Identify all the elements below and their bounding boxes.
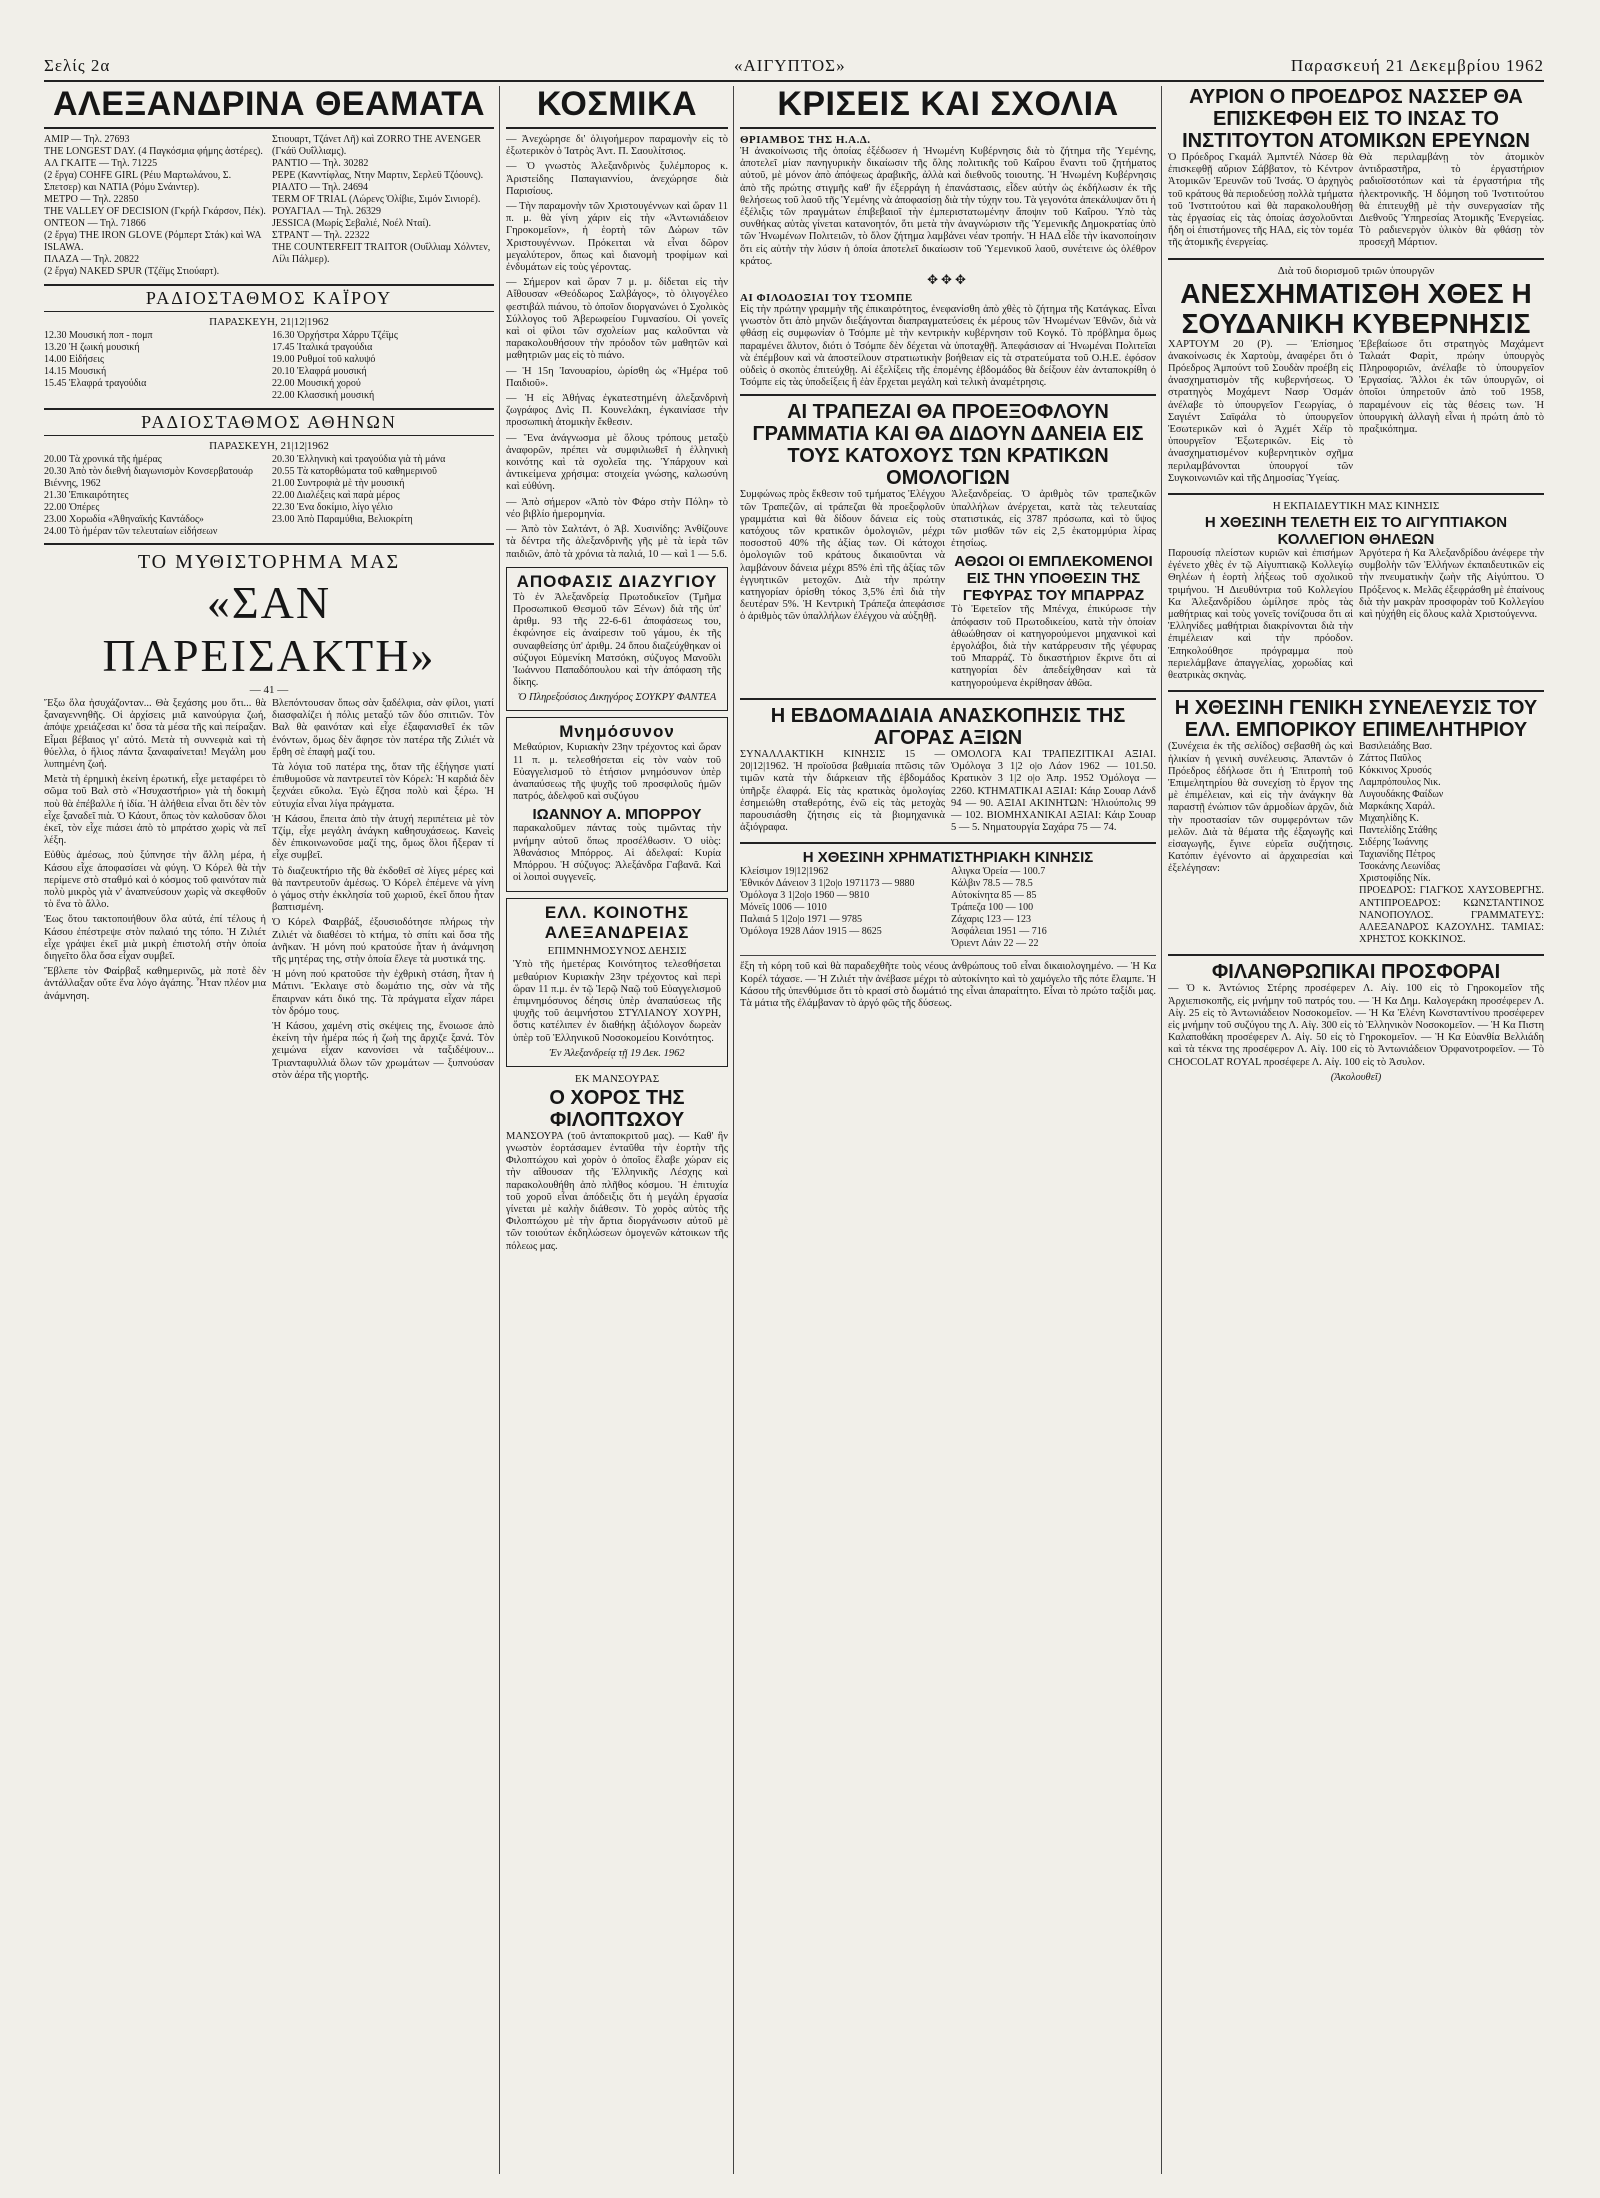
radio-athens-heading: ΡΑΔΙΟΣΤΑΘΜΟΣ ΑΘΗΝΩΝ — [44, 408, 494, 436]
paragraph: Εὐθὺς ἀμέσως, ποὺ ξύπνησε τὴν ἄλλη μέρα, ἡ Κάσου εἶχε ἀποφασίσει νὰ φύγη. Ὁ Κόρελ θὰ τὴν περίμενε στὸ σταθμό καὶ ὁ κόσμος τοῦ φαινόταν πιὰ πολὺ μικρὸς γιὰ ν' ἀναπνεύσουν χωρὶς νὰ σκεφθοῦν τὸ ἕνα τὸ ἄλλο. — [44, 850, 266, 911]
tshombe-text: Εἰς τὴν πρώτην γραμμὴν τῆς ἐπικαιρότητος, ἐνεφανίσθη ἀπὸ χθὲς τὸ ζήτημα τῆς Κατάγκας. Εἶναι γνωστὸν ὅτι ἀπὸ μηνῶν διεξάγονται διαπραγματεύσεις ἐκ μέρους τῶν Ἡνωμένων Ἐθνῶν, διὰ νὰ φθάσῃ εἰς συμφωνίαν ὁ Τσόμπε μὲ τὴν κεντρικὴν κυβέρνησιν τοῦ Κογκό. Τὸ πρόβλημα ὅμως παραμένει ἄλυτον, διότι ὁ Τσόμπε δὲν δέχεται νὰ ὑποταχθῇ. Ἀπεφάσισαν αἱ Ἡνωμέναι Πολιτεῖαι νὰ ἐπέμβουν καὶ νὰ ἀποστείλουν στρατιωτικὴν βοήθειαν εἰς τὰ στρατεύματα τοῦ Ο.Η.Ε. ἐφόσον οὐδεὶς ὁ σκοπὸς ἐπιτεύχθῃ. Αἱ ἐξελίξεις τῆς ἐπομένης ἑβδομάδος θὰ δείξουν ἐὰν ἀνταποκρίθη ὁ Τσόμπε εἰς τὰς ὑποδείξεις ἢ ἐὰν ἔρχεται μεγάλη καὶ τελικὴ ἀναμέτρησις. — [740, 304, 1156, 389]
list-line: THE LONGEST DAY. (4 Παγκόσμια φήμης ἀστέρες). — [44, 146, 263, 157]
list-line: JESSICA (Μωρίς Σεβαλιέ, Νοέλ Νταί). — [272, 218, 431, 229]
column-society — [506, 86, 728, 2174]
paragraph: — Ὁ γνωστὸς Ἀλεξανδρινὸς ξυλέμπορος κ. Ἀριστείδης Παπαγιαννίου, ἀνεχώρησε διὰ Παρισίους. — [506, 161, 728, 197]
novel-part: — 41 — — [249, 684, 289, 696]
banks-headline: ΑΙ ΤΡΑΠΕΖΑΙ ΘΑ ΠΡΟΕΞΟΦΛΟΥΝ ΓΡΑΜΜΑΤΙΑ ΚΑΙ ΘΑ ΔΙΔΟΥΝ ΔΑΝΕΙΑ ΕΙΣ ΤΟΥΣ ΚΑΤΟΧΟΥΣ ΤΩΝ ΚΡΑΤΙΚΩΝ ΟΜΟΛΟΓΙΩΝ — [752, 401, 1144, 490]
chamber-board-list — [1359, 741, 1544, 885]
barrage-headline: ΑΘΩΟΙ ΟΙ ΕΜΠΛΕΚΟΜΕΝΟΙ ΕΙΣ ΤΗΝ ΥΠΟΘΕΣΙΝ ΤΗΣ ΓΕΦΥΡΑΣ ΤΟΥ ΜΠΑΡΡΑΖ — [954, 553, 1153, 605]
cinema-listings — [44, 134, 494, 278]
market-headline: Η ΕΒΔΟΜΑΔΙΑΙΑ ΑΝΑΣΚΟΠΗΣΙΣ ΤΗΣ ΑΓΟΡΑΣ ΑΞΙΩΝ — [770, 704, 1126, 749]
paragraph: Ἡ Κάσου, χαμένη στὶς σκέψεις της, ἔνοιωσε ἀπὸ ἐκείνη τὴν ἡμέρα πώς ἡ ζωὴ της ἄρχιζε ξανά. Τὸν χειμώνα εἶχαν κανονίσει νὰ ταξιδέψουν... Τριανταφυλλιά ὅλων τῶν χρωμάτων — ξυπνούσαν στὸν ἀέρα τῆς γιορτῆς. — [272, 1021, 494, 1081]
list-line: Χριστοφίδης Νίκ. — [1359, 873, 1431, 885]
list-line: 20.30 Ἀπὸ τὸν διεθνή διαγωνισμὸν Κονσερβατουάρ Βιέννης, 1962 — [44, 466, 253, 489]
community-text: Ὑπὸ τῆς ἡμετέρας Κοινότητος τελεσθήσεται μεθαύριον Κυριακὴν 23ην τρέχοντος καὶ περὶ ὥραν 11 π.μ. ἐν τῷ Ἱερῷ Ναῷ τοῦ Εὐαγγελισμοῦ ἐπιμνημόσυνος δέησις ὑπὲρ ἀναπαύσεως τῆς ψυχῆς τοῦ ἀειμνήστου ΣΤΥΛΙΑΝΟΥ ΧΟΥΡΗ, ὅστις κατέλιπεν ἐν διαθήκῃ ἀξιόλογον δωρεὰν ὑπὲρ τοῦ Ἑλληνικοῦ Νοσοκομείου Κοινότητος. — [513, 959, 721, 1044]
market-article — [740, 749, 1156, 837]
society-notes — [506, 134, 728, 561]
uar-triumph-text: Ἡ ἀνακοίνωσις τῆς ὁποίας ἐξέδωσεν ἡ Ἡνωμένη Κυβέρνησις διὰ τὸ ζήτημα τῆς Ὑεμένης, ἀποτελεῖ μίαν πανηγυρικὴν δικαίωσιν τῆς ὅλης πολιτικῆς τοῦ Καΐρου ἔναντι τοῦ ζητήματος αὐτοῦ, μὲ μόνον ἀπὸ ἀπόψεως ἀραβικῆς, ἀλλὰ καὶ διεθνοῦς τοιουτης. Ἡ Ἡνωμένη Κυβέρνησις ἀπὸ τῆς πρώτης στιγμῆς καθ' ἣν ἐξερράγη ἡ ἐπανάστασις, εἶδεν αὐτὴν ὡς ἐκδήλωσιν ἐκ τῆς θελήσεως τοῦ λαοῦ τῆς Ὑεμένης νὰ ἀποφασίσῃ διὰ τὴν τύχην του. Τὰ γεγονότα ἀπεκάλυψαν ὅτι ἡ ἐξέλιξις τῶν πραγμάτων ἐπιβεβαιοῖ τὴν ἐμπεριστατωμένην ἄποψιν τοῦ Καΐρου. Ὑπὸ τὰς συνθήκας αὐτὰς γίνεται κατανοητόν, ὅτι μετὰ τὴν ἀναγνώρισιν τῆς Ὑεμενικῆς Δημοκρατίας ὑπὸ τῶν Ἡνωμένων Πολιτειῶν, τὸ ὅλον ζήτημα λαμβάνει νέαν τροπήν. Ἡ ΗΑΔ εἶδε τὴν ἱκανοποίησιν ὅτι εἰς αὐτὴν τὴν λύσιν ἡ ὁποία ἀποτελεῖ δικαίωσιν τοῦ Ὑεμενικοῦ λαοῦ, συνέτεινε ὡς ὀλέθρον κράτος. — [740, 146, 1156, 267]
list-line: ΡΙΑΛΤΟ — Τηλ. 24694 — [272, 182, 369, 193]
list-line: 20.55 Τὰ κατορθώματα τοῦ καθημερινοῦ — [272, 466, 437, 477]
community-date: Ἐν Ἀλεξανδρείᾳ τῇ 19 Δεκ. 1962 — [549, 1047, 685, 1059]
nasser-text: Ὁ Πρόεδρος Γκαμάλ Ἀμπντέλ Νάσερ θὰ ἐπισκεφθῇ αὔριον Σάββατον, τὸ Κέντρον Ἀτομικῶν Ἐρευνῶν τοῦ Ἰνσάς. Ὁ ἀρχηγὸς τοῦ κράτους θὰ περιοδεύσῃ πολλὰ τμήματα τοῦ Ἰνστιτούτου καὶ θὰ παρακολουθήσῃ τὰς ἐργασίας εἰς τὰς ὁποίας ἀσχολοῦνται ἤδη οἱ ἐπιστήμονες τῆς ΗΑΔ, εἰς τὸν τομέα τῆς ἀτομικῆς ἐνεργείας. — [1168, 152, 1353, 249]
list-line: Κόκκινος Χρυσός — [1359, 765, 1432, 777]
paragraph: Τὸ διαζευκτήριο τῆς θὰ ἐκδοθεῖ σὲ λίγες μέρες καὶ θὰ παντρευτοῦν ἀμέσως. Ὁ Κόρελ ἐπέμενε νὰ γίνη ὁ γάμος στὴν ἐκκλησία τοῦ χωριοῦ, ἐκεῖ ὅπου ἦταν βαπτισμένη. — [272, 865, 494, 914]
list-line: 20.30 Ἑλληνικὴ καὶ τραγούδια γιὰ τὴ μάνα — [272, 454, 446, 465]
radio-athens-schedule — [44, 454, 494, 538]
list-line: 19.00 Ρυθμοί τοῦ καλυψό — [272, 354, 376, 365]
sudan-headline: ΑΝΕΣΧΗΜΑΤΙΣΘΗ ΧΘΕΣ Η ΣΟΥΔΑΝΙΚΗ ΚΥΒΕΡΝΗΣΙΣ — [1180, 277, 1532, 339]
list-line: Μιχαηλίδης Κ. — [1359, 813, 1419, 825]
list-line: THE VALLEY OF DECISION (Γκρήλ Γκάρσον, Πέκ). — [44, 206, 266, 217]
divorce-signature: Ὁ Πληρεξούσιος Δικηγόρος ΣΟΥΚΡΥ ΦΑΝΤΕΑ — [517, 692, 717, 704]
exchange-table — [740, 866, 1156, 950]
list-line: Παντελίδης Στάθης — [1359, 825, 1438, 837]
novel-title: «ΣΑΝ ΠΑΡΕΙΣΑΚΤΗ» — [102, 577, 436, 681]
radio-cairo-schedule — [44, 330, 494, 402]
divorce-text: Τὸ ἐν Ἀλεξανδρείᾳ Πρωτοδικεῖον (Τμῆμα Προσωπικοῦ Θεσμοῦ τῶν Ξένων) διὰ τῆς ὑπ' ἀριθμ. 93 τῆς 22-6-61 ἀποφάσεως του, ἐκφώνησε εἰς ἀναίρεσιν τοῦ γάμου, ἐκ τῆς συναφθείσης ὑπ' ἀριθμ. 24 ὅπου διαζεύχθηκαν οἱ σύζυγοι Εὐμενίκη Ματσόκη, σύζυγος Μανοῦλι Ἰωάννου Παπαδόπουλου καὶ τὴν ἀπόφαση τῆς δίκης. — [513, 591, 721, 689]
sudan-article — [1168, 339, 1544, 488]
memorial-name: ΙΩΑΝΝΟΥ Α. ΜΠΟΡΡΟΥ — [532, 806, 702, 824]
list-line: 23.00 Χορωδία «Ἀθηναϊκής Καντάδος» — [44, 514, 204, 525]
cinema-list-right — [272, 134, 494, 278]
radio-athens-right — [272, 454, 494, 538]
list-line: 22.00 Κλασσική μουσική — [272, 390, 375, 401]
column-commentary — [740, 86, 1156, 2174]
list-line: Κάλβιν 78.5 — 78.5 — [951, 878, 1033, 890]
market-quotes: ΟΜΟΛΟΓΑ ΚΑΙ ΤΡΑΠΕΖΙΤΙΚΑΙ ΑΞΙΑΙ. Ὁμόλογα 3 1|2 ο|ο Λάον 1962 — 101.50. Κρατικὸν 3 1|2 ο|ο Ἀπρ. 1952 Ὁμόλογα — 2260. ΚΤΗΜΑΤΙΚΑΙ ΑΞΙΑΙ: Κάιρ Σουαρ Λάνδ 94 — 90. ΑΞΙΑΙ ΑΚΙΝΗΤΩΝ: Ἡλιούπολις 99 — 102. ΒΙΟΜΗΧΑΝΙΚΑΙ ΑΞΙΑΙ: Κάιρ Σουαρ 5 — 5. Νηματουργία Σαχάρα 75 — 74. — [951, 748, 1156, 834]
list-line: TERM OF TRIAL (Λώρενς Ὀλίβιε, Σιμόν Σινιορέ). — [272, 194, 481, 205]
list-line: ΡΑΝΤΙΟ — Τηλ. 30282 — [272, 158, 369, 169]
banks-article — [740, 489, 1156, 692]
separator-ornament: ✥✥✥ — [927, 272, 969, 288]
list-line: 22.30 Ἐνα δοκίμιο, λίγο γέλιο — [272, 502, 393, 513]
list-line: Ταχιανίδης Πέτρος — [1359, 849, 1436, 861]
paragraph: Ἔβλεπε τὸν Φαίρβαξ καθημερινῶς, μὰ ποτὲ δὲν ἀντάλλαξαν οὔτε ἕνα λόγο ἀγάπης. Ἦταν πλέον μια ἀνάμνηση. — [44, 966, 266, 1002]
list-line: (2 ἔργα) COHFE GIRL (Ρέιυ Μαρτωλάνου, Σ. Σπετσερ) και ΝΑΤΙΑ (Ρόμυ Σνάιντερ). — [44, 170, 232, 193]
list-line: 21.00 Συντροφιὰ μὲ τὴν μουσική — [272, 478, 405, 489]
list-line: 23.00 Ἀπὸ Παραμύθια, Βελιοκρίτη — [272, 514, 413, 525]
paragraph: — Τὴν παραμονὴν τῶν Χριστουγέννων καὶ ὥραν 11 π. μ. θὰ γίνη χάριν εἰς τὴν «Ἀντωνιάδειον Γηροκομεῖον», ἡ ἑορτὴ τῶν Δώρων τῶν Χριστουγέννων. Πρόκειται νὰ εἶναι δῶρον μεγαλύτερον, ὅπως καὶ διανομὴ τροφίμων καὶ ἐνδυμάτων εἰς τοὺς γέροντας. — [506, 201, 728, 274]
society-heading: ΚΟΣΜΙΚΑ — [536, 86, 698, 123]
paragraph: Βλεπόντουσαν ὅπως σὰν ξαδέλφια, σὰν φίλοι, γιατί διασφαλίζει ἡ πόλις μεταξύ τῶν δύο σπιτιῶν. Τὸν Βαλ θὰ φαινόταν καὶ εἶχε ἐξαφανισθεῖ ἐκ τῶν ἐνόντων, ὅμως δὲν ἄφησε τὸν πατέρα τῆς Ζιλιέτ νὰ ἔρθη σὲ ἐπαφὴ μαζί του. — [272, 698, 494, 758]
community-subtitle: ΕΠΙΜΝΗΜΟΣΥΝΟΣ ΔΕΗΣΙΣ — [547, 945, 687, 958]
nasser-headline: ΑΥΡΙΟΝ Ο ΠΡΟΕΔΡΟΣ ΝΑΣΣΕΡ ΘΑ ΕΠΙΣΚΕΦΘΗ ΕΙΣ ΤΟ ΙΝΣΑΣ ΤΟ ΙΝΣΤΙΤΟΥΤΟΝ ΑΤΟΜΙΚΩΝ ΕΡΕΥΝΩΝ — [1182, 86, 1530, 152]
list-line: Λυγουδάκης Φαίδων — [1359, 789, 1444, 801]
novel-text-left — [44, 698, 266, 1085]
issue-date: Παρασκευή 21 Δεκεμβρίου 1962 — [1290, 56, 1544, 75]
paragraph: Ἐως ὅτου τακτοποιήθουν ὅλα αὐτά, ἐπί τέλους ἡ Κάσου ἐπέστρεψε στὸν παλαιό της τόπο. Ἡ Ζιλιέτ εἶχε γράψει ἐκεῖ μιὰ μικρὴ ἐπιστολή στὴν ὁποία διηγεῖτο ὅλα ὅσα εἶχαν συμβεῖ. — [44, 914, 266, 963]
list-line: Μαρκάκης Χαράλ. — [1359, 801, 1436, 813]
paragraph: Μετὰ τὴ ἐρημικὴ ἐκείνη ἐρωτική, εἶχε μεταφέρει τὸ σῶμα τοῦ Βαλ στὸ «Ἡσυχαστήριο» γιὰ τὴ δοκιμὴ ποὺ θὰ ἐπέβαλλε ἡ ἰδία. Ἡ ἀλήθεια εἶναι ὅτι δὲν τὸν εἶχε ξαναδεῖ πιὰ. Ὁ Κάουτ, ὅπως τὸν καλοῦσαν ὅλοι ἐκεῖ, τὸν εἶχε πιάσει ἀπὸ τὸ μπράτσο χωρὶς νὰ πεῖ λέξη. — [44, 774, 266, 847]
divorce-notice — [506, 567, 728, 712]
serial-continuation: ἔξη τὴ κόρη τοῦ καὶ θὰ παραδεχθῆτε τοὺς νέους ἀνθρώπους τοῦ εἶναι δικαιολογημένο. — Ἡ Κα Κορέλ τάχασε. — Ἡ Ζιλιέτ τὴν ἀνέβασε μέχρι τὸ αὐτοκίνητο καὶ τὸ χαμόγελο τῆς πότε ἔλαμπε. Ἡ Κάσου τῆς ὑπενθύμισε ὅτι τὸ κρασί στὸ δωμάτιό της εἶναι ἀπαραίτητο. Εἶναι τὸ πρώτο ταξίδι μας. Τὰ μάτια τῆς ἐλάμβαναν τὸ ἀργό φῶς τῆς δύσεως. — [740, 961, 1156, 1009]
memorial-text-2: παρακαλοῦμεν πάντας τοὺς τιμῶντας τὴν μνήμην αὐτοῦ ὅπως προσέλθωσιν. Ὁ υἱὸς: Ἀθανάσιος Μπόρρος. Αἱ ἀδελφαί: Κυρία Μπόρρου. Ἡ σύζυγος: Ἀλεξάνδρα Γαβανᾶ. Καὶ οἱ λοιποὶ συγγενεῖς. — [513, 823, 721, 884]
barrage-text: Τὸ Ἐφετεῖον τῆς Μπένχα, ἐπικύρωσε τὴν ἀπόφασιν τοῦ Πρωτοδικείου, κατὰ τὴν ὁποίαν ἀθωώθησαν οἱ κατηγορούμενοι μηχανικοὶ καὶ ἐργολάβοι, διὰ τὴν κατάρρευσιν τῆς γέφυρας τοῦ Μπαρράζ. Τὸ δικαστήριον ἔκρινε ὅτι αἱ κατηγορίαι δὲν ἀπεδείχθησαν καὶ τὰ κατηγορούμενα ἐκρίθησαν ἀθῶα. — [951, 604, 1156, 689]
list-line: 16.30 Ὀρχήστρα Χάρρυ Τζέϊμς — [272, 330, 398, 341]
community-notice — [506, 898, 728, 1066]
paragraph: — Ἡ 15η Ἰανουαρίου, ὡρίσθη ὡς «Ἡμέρα τοῦ Παιδιοῦ». — [506, 365, 728, 389]
college-article — [1168, 548, 1544, 685]
paragraph: — Ἀπὸ σήμερον «Ἀπὸ τὸν Φάρο στὴν Πόλη» τὸ νέο βιβλίο ἡμερομηνία. — [506, 496, 728, 520]
radio-athens-left — [44, 454, 266, 538]
list-line: ΠΛΑΖΑ — Τηλ. 20822 — [44, 254, 140, 265]
paragraph: Ἔξω ὅλα ἠσυχάζονταν... Θὰ ξεχάσης μου ὅτι... θὰ ξαναγεννηθῆς. Οἱ ἀρχίσεις μιᾶ καινούργια ζωή, ἀπόψε χρειάζεσαι κι' ὅσα τὰ μέσα τῆς καὶ πείραξαν. Εἶμαι βέβαιος γι' αὐτό. Μετὰ τὴ συννεφιὰ καὶ τὴ θύελλα, ὁ ἥλιος πάντα ξαναφαίνεται! Μεγάλη μου λυπημένη ζωή. — [44, 698, 266, 771]
list-line: Αὐτοκίνητα 85 — 85 — [951, 890, 1037, 902]
list-line: Μόνεϊς 1006 — 1010 — [740, 902, 827, 914]
page-number: Σελίς 2α — [44, 56, 111, 75]
list-line: 20.10 Ἐλαφρά μουσική — [272, 366, 367, 377]
cinema-list-left — [44, 134, 266, 278]
memorial-notice — [506, 717, 728, 892]
list-line: Λαμπρόπουλος Νικ. — [1359, 777, 1441, 789]
list-line: Ἐθνικόν Δάνειον 3 1|2ο|ο 1971173 — 9880 — [740, 878, 915, 890]
paragraph: Ἡ Κάσου, ἔπειτα ἀπὸ τὴν ἀτυχή περιπέτεια μὲ τὸν Τζίμ, εἶχε μεγάλη ἀνάγκη καθησυχάσεως. Κανεὶς δὲν ἐπικοινωνοῦσε μαζί της, ὅμως ὅλοι ἤξεραν τί εἶχε συμβεῖ. — [272, 813, 494, 862]
newspaper-name: «ΑΙΓΥΠΤΟΣ» — [734, 56, 846, 75]
list-line: Ὁμόλογα 3 1|2ο|ο 1960 — 9810 — [740, 890, 870, 902]
chamber-article — [1168, 741, 1544, 949]
radio-athens-date: ΠΑΡΑΣΚΕΥΗ, 21|12|1962 — [209, 440, 329, 452]
article-uar-triumph — [740, 134, 1156, 268]
list-line: 20.00 Τὰ χρονικά τῆς ἡμέρας — [44, 454, 162, 465]
list-line: Ὁμόλογα 1928 Λάον 1915 — 8625 — [740, 926, 882, 938]
chamber-text: (Συνέχεια ἐκ τῆς σελίδος) σεβασθῆ ὡς καὶ ἡλικίαν ἡ γενικὴ συνέλευσις. Ἀπαντῶν ὁ Πρόεδρος ἐδήλωσε ὅτι ἡ Ἐπιτροπὴ τοῦ Ἐπιμελητηρίου θὰ συνεχίσῃ τὸ ἔργον της μὲ ἐπιμέλειαν, καὶ εἰς τὴν ἀνάγκην θὰ παραστῇ ἐνώπιον τῶν ἁρμοδίων ἀρχῶν, διὰ τὴν προστασίαν τῶν συμφερόντων τῶν μελῶν. Διὰ τὰ θέματα τῆς ἐξαγωγῆς καὶ εἰσαγωγῆς, ἔγινε εὐρεῖα συζήτησις. Κατόπιν ἐγένοντο αἱ ἀρχαιρεσίαι καὶ ἐξελέγησαν: — [1168, 741, 1353, 875]
list-line: Ζάχαρις 123 — 123 — [951, 914, 1031, 926]
radio-cairo-heading: ΡΑΔΙΟΣΤΑΘΜΟΣ ΚΑΪΡΟΥ — [44, 284, 494, 312]
masthead — [44, 56, 1544, 82]
novel-text — [44, 698, 494, 1085]
paragraph: — Σήμερον καὶ ὥραν 7 μ. μ. δίδεται εἰς τὴν Αἴθουσαν «Θεόδωρος Σαλβάγος», τὸ ὀλιγογέλεο φεστιβάλ πιάνου, τὸ ὁποῖον διοργανώνει ὁ Σχολικὸς Σύλλογος τοῦ Ἀβερωφείου Γυμνασίου. Οἱ γονεῖς καὶ οἱ φίλοι τῶν σχολείων μας καλοῦνται νὰ παρακολουθήσουν τὴν πρόοδον τῶν μαθητῶν καὶ μαθητριῶν μας εἰς τὸ πιάνο. — [506, 277, 728, 362]
list-line: Παλαιά 5 1|2ο|ο 1971 — 9785 — [740, 914, 862, 926]
exchange-right — [951, 866, 1156, 950]
radio-cairo-date: ΠΑΡΑΣΚΕΥΗ, 21|12|1962 — [209, 316, 329, 328]
column-theatres — [44, 86, 494, 2174]
paragraph: — Ἀπὸ τὸν Σαλτάντ, ὁ Ἀβ. Χυσινίδης: Ἀνθίζουνε τὰ δέντρα τῆς ἀλεξανδρινῆς γῆς μὲ τὰ ἱερὰ τῶν παιδιῶν, ἀπὸ τὰ χρόνια τὰ παλιά, 10 — καὶ 1 — 5.6. — [506, 524, 728, 560]
tshombe-title: ΑΙ ΦΙΛΟΔΟΞΙΑΙ ΤΟΥ ΤΣΟΜΠΕ — [740, 292, 913, 305]
mansoura-title: Ο ΧΟΡΟΣ ΤΗΣ ΦΙΛΟΠΤΩΧΟΥ — [549, 1086, 685, 1131]
radio-cairo-left — [44, 330, 266, 402]
memorial-text: Μεθαύριον, Κυριακὴν 23ην τρέχοντος καὶ ὥραν 11 π. μ. τελεσθήσεται εἰς τὸν ναὸν τοῦ Εὐαγγελισμοῦ τὸ ἐτήσιον μνημόσυνον ὑπὲρ ἀναπαύσεως τῆς ψυχῆς τοῦ προσφιλοῦς ἡμῶν πατρός, ἀδελφοῦ καὶ συζύγου — [513, 742, 721, 803]
list-line: (2 ἔργα) THE IRON GLOVE (Ρόμπερτ Στάκ) καὶ WA ISLAWA. — [44, 230, 261, 253]
chamber-headline: Η ΧΘΕΣΙΝΗ ΓΕΝΙΚΗ ΣΥΝΕΛΕΥΣΙΣ ΤΟΥ ΕΛΛ. ΕΜΠΟΡΙΚΟΥ ΕΠΙΜΕΛΗΤΗΡΙΟΥ — [1174, 697, 1538, 742]
list-line: Τράπεζα 100 — 100 — [951, 902, 1034, 914]
mansoura-text: ΜΑΝΣΟΥΡΑ (τοῦ ἀνταποκριτοῦ μας). — Καθ' ἣν γνωστὸν ἑορτάσαμεν ἐνταῦθα τὴν ἑορτὴν τῆς Φιλοπτώχου καὶ χορὸν ὁ ὁποῖος ἔλαβε χώραν εἰς τὴν αἴθουσαν τῆς Ἑλληνικῆς Λέσχης καὶ παρακολουθήθη ἀπὸ πλῆθος κόσμου. Ἡ ἐπιτυχία τοῦ χοροῦ εἶναι ἀπόδειξις ὅτι ἡ μεγάλη ἐργασία γίνεται μὲ καλὴν διάθεσιν. Τὸ χορὸς αὐτὸς τῆς Φιλοπτώχου μὲ τὴν ἄρτια διοργάνωσιν αὐτοῦ μὲ τῶν τοιούτων ἐκδηλώσεων ὁμογενῶν κάτοικων τῆς πόλεως μας. — [506, 1130, 728, 1252]
paragraph: — Ἕνα ἀνάγνωσμα μὲ ὅλους τρόπους μεταξὺ ἀναφορῶν, πρέπει νὰ συμφιλιωθεῖ ἡ ἑλληνικὴ κοινότης καὶ τὰ σχολεῖα της. Ὑπάρχουν καὶ ἀντικείμενα χρήσιμα: στοιχεία γνώσης, καλωσύνη καὶ εὐθύνη. — [506, 432, 728, 493]
list-line: Ὀριεντ Λάιν 22 — 22 — [951, 938, 1039, 950]
continues-note: (Ἀκολουθεῖ) — [1330, 1071, 1382, 1083]
college-headline: Η ΧΘΕΣΙΝΗ ΤΕΛΕΤΗ ΕΙΣ ΤΟ ΑΙΓΥΠΤΙΑΚΟΝ ΚΟΛΛΕΓΙΟΝ ΘΗΛΕΩΝ — [1204, 514, 1508, 549]
list-line: Ζάττος Παῦλος — [1359, 753, 1422, 765]
list-line: Βασιλειάδης Βασ. — [1359, 741, 1433, 753]
list-line: 22.00 Διαλέξεις καὶ παρὰ μέρος — [272, 490, 400, 501]
list-line: ΣΤΡΑΝΤ — Τηλ. 22322 — [272, 230, 370, 241]
market-text: ΣΥΝΑΛΛΑΚΤΙΚΗ ΚΙΝΗΣΙΣ 15 — 20|12|1962. Ἡ προϊοῦσα βαθμιαία πτῶσις τῶν τιμῶν κατὰ τὴν διάρκειαν τῆς ἑβδομάδος ὑπῆρξε ἐλαφρά. Εἰς τὰς κρατικὰς ὁμολογίας ἐσημειώθη σταθερότης, ἐνῶ εἰς τὰς μετοχὰς παρουσιάσθη ζήτησις εἰς τὰ βιομηχανικὰ ἀξιόγραφα. — [740, 748, 945, 834]
paragraph: — Ἀνεχώρησε δι' ὀλιγοήμερον παραμονὴν εἰς τὸ ἐξωτερικὸν ὁ Ἰατρὸς Ἀντ. Π. Σαουλίτσιος. — [506, 134, 728, 158]
list-line: Σιδέρης Ἰωάννης — [1359, 837, 1428, 849]
list-line: PEPE (Κανντίφλας, Ντην Μαρτιν, Σερλεϋ Τζόουνς). — [272, 170, 484, 181]
charity-text: — Ὁ κ. Ἀντώνιος Στέρης προσέφερεν Λ. Αἰγ. 100 εἰς τὸ Γηροκομεῖον τῆς Ἀρχιεπισκοπῆς, εἰς μνήμην τοῦ πατρός του. — Ἡ Κα Δημ. Καλογεράκη προσέφερεν Λ. Αἰγ. 25 εἰς τὸ Ἀντωνιάδειον Νοσοκομεῖον. — Ἡ Κα Ἑλένη Κωνσταντίνου προσέφερεν εἰς μνήμην τοῦ συζύγου της Λ. Αἰγ. 300 εἰς τὸ Ἑλληνικὸν Νοσοκομεῖον. — Ἡ Κα Πιστη Καλαποθάκη προσέφερεν Λ. Αἰγ. 50 εἰς τὸ Γηροκομεῖον. — Ἡ Κα Εὐανθία Βελλιάδη καὶ τὰ τέκνα της προσέφερον Λ. Αἰγ. 100 εἰς τὸ Ἀντωνιάδειον Ὀρφανοτροφεῖον. — Τὸ CHOCOLAT ROYAL προσέφερε Λ. Αἰγ. 100 εἰς τὸ Ἀσυλον. — [1168, 983, 1544, 1068]
uar-triumph-title: ΘΡΙΑΜΒΟΣ ΤΗΣ Η.Α.Δ. — [740, 134, 871, 146]
list-line: ΑΛ ΓΚΑΙΤΕ — Τηλ. 71225 — [44, 158, 158, 169]
list-line: 22.00 Μουσική χορού — [272, 378, 361, 389]
list-line: THE COUNTERFEIT TRAITOR (Ουΐλλιαμ Χόλντεν, Λίλι Πάλμερ). — [272, 242, 491, 265]
college-text: Παρουσίᾳ πλείστων κυριῶν καὶ ἐπισήμων ἐγένετο χθὲς ἐν τῷ Αἰγυπτιακῷ Κολλεγίῳ Θηλέων ἡ ἑορτὴ λήξεως τοῦ σχολικοῦ τριμήνου. Ἡ Διευθύντρια τοῦ Κολλεγίου Κα Ἀλεξανδρίδου ὡμίλησε πρὸς τὰς μαθήτριας καὶ τοὺς γονεῖς τονίζουσα ὅτι αἱ Ἑλληνίδες μαθήτριαι διακρίνονται διὰ τὴν ἐπιμέλειαν καὶ τὴν πρόοδον. Ἐπηκολούθησε πρόγραμμα ποὺ περιελάμβανε ἀπαγγελίας, χορωδίας καὶ θεατρικὰς σκηνὰς. — [1168, 548, 1353, 682]
banks-text: Συμφώνως πρὸς ἔκθεσιν τοῦ τμήματος Ἐλέγχου τῶν Τραπεζῶν, αἱ τράπεζαι θὰ προεξοφλοῦν γραμμάτια καὶ θὰ δίδουν δάνεια εἰς τοὺς κατόχους τῶν κρατικῶν ὁμολογιῶν, μέχρι ποσοστοῦ 40% τῆς ἀξίας των. Οἱ κάτοχοι ὁμολογιῶν τοῦ κράτους δικαιοῦνται νὰ λαμβάνουν δάνεια μέχρι 85% ἐπὶ τῆς ἀξίας τῶν ἐγγυητικῶν μετοχῶν. Διὰ τὴν πρώτην κατηγορίαν ὁρίσθη τόκος 3,5% ἐπὶ διὰ τὴν δευτέραν 5%. Ἡ Κεντρικὴ Τράπεζα ἀπεφάσισε ὁ ἀριθμὸς τῶν ὑπαλλήλων ἐλέγχου νὰ αὐξηθῇ. — [740, 489, 945, 623]
sudan-text-2: Ἐβεβαίωσε ὅτι στρατηγὸς Μαχάμεντ Ταλαάτ Φαρὶτ, πρώην ὑπουργὸς Πληροφοριῶν, ἀνέλαβε τὸ ὑπουργεῖον Ἐργασίας. Ἄλλοι ἐκ τῶν ὑπουργῶν, οἱ ὁποῖοι ὑπηρετοῦν ἀπὸ τοῦ 1958, παραμένουν εἰς τὰς θέσεις των. Ἡ ὑπουργικὴ ἀλλαγὴ εἶναι ἡ πρώτη ἀπὸ τὸ πραξικόπημα. — [1359, 338, 1544, 436]
list-line: Ἀσφάλειαι 1951 — 716 — [951, 926, 1047, 938]
nasser-text-2: Θὰ περιλαμβάνῃ τὸν ἀτομικὸν ἀντιδραστῆρα, τὸ ἐργαστήριον ραδιοϊσοτόπων καὶ τὰ ἐργαστήρια τῆς ἠλεκτρονικῆς. Ἡ δόμηση τοῦ Ἰνστιτούτου θὰ ἐπιτευχθῇ μὲ τὴν συνεργασίαν τῆς Διεθνοῦς Ὑπηρεσίας Ἀτομικῆς Ἐνεργείας. Τὸ ραδιενεργὸν ὑλικὸν θὰ φθάσῃ τὸν προσεχῆ Μάρτιον. — [1359, 152, 1544, 249]
charity-headline: ΦΙΛΑΝΘΡΩΠΙΚΑΙ ΠΡΟΣΦΟΡΑΙ — [1211, 961, 1501, 984]
column-news — [1168, 86, 1544, 2174]
radio-cairo-right — [272, 330, 494, 402]
list-line: 17.45 Ἰταλικά τραγούδια — [272, 342, 373, 353]
list-line: Κλείσιμον 19|12|1962 — [740, 866, 829, 878]
list-line: (2 ἔργα) NAKED SPUR (Τζέϊμς Στιούαρτ). — [44, 266, 220, 277]
list-line: 12.30 Μουσική ποπ - πομπ — [44, 330, 153, 341]
mansoura-label: ΕΚ ΜΑΝΣΟΥΡΑΣ — [574, 1072, 660, 1085]
novel-text-right — [272, 698, 494, 1085]
list-line: Στιουαρτ, Τζάνετ Λῆ) καὶ ZORRO THE AVENGER (Γκάϋ Ουΐλλιαμς). — [272, 134, 481, 157]
exchange-headline: Η ΧΘΕΣΙΝΗ ΧΡΗΜΑΤΙΣΤΗΡΙΑΚΗ ΚΙΝΗΣΙΣ — [802, 849, 1094, 867]
paragraph: — Ἡ εἰς Ἀθήνας ἐγκατεστημένη ἀλεξανδρινὴ ζωγράφος Δνὶς Π. Κουνελάκη, ἐγκαινίασε τὴν προσωπικὴ ἀτομικὴν ἔκθεσιν. — [506, 393, 728, 429]
memorial-title: Μνημόσυνον — [559, 722, 675, 742]
list-line: Αλιγκα Ὀρεία — 100.7 — [951, 866, 1046, 878]
novel-label: ΤΟ ΜΥΘΙΣΤΟΡΗΜΑ ΜΑΣ — [137, 551, 401, 573]
exchange-left — [740, 866, 945, 950]
list-line: AMIP — Τηλ. 27693 — [44, 134, 130, 145]
list-line: 14.15 Μουσική — [44, 366, 107, 377]
banks-text-2: Ἀλεξανδρείας. Ὁ ἀριθμὸς τῶν τραπεζικῶν ὑπαλλήλων ἀνέρχεται, κατὰ τὰς τελευταίας στατιστικάς, εἰς 3787 πρόσωπα, καὶ τὸ ὕψος τῶν μισθῶν τῶν εἰς 2,5 ἑκατομμύρια λίρας ἐτησίως. — [951, 489, 1156, 550]
list-line: 13.20 Ἡ ζωική μουσική — [44, 342, 140, 353]
paragraph: Τὰ λόγια τοῦ πατέρα της, ὅταν τῆς ἐξήγησε γιατί ἐπιθυμοῦσε νὰ παντρευτεῖ τὸν Κόρελ: Ἡ καρδιά δὲν ξεχνάει εὔκολα. Ἐγὼ ἔζησα πολὺ καὶ ξέρω. Ἡ εὐτυχία εἶναι λίγα πράγματα. — [272, 762, 494, 810]
paragraph: Ὁ Κόρελ Φαιρβάξ, ἐξουσιοδότησε πλήρως τὴν Ζιλιέτ νὰ διαθέσει τὸ κτήμα, τὸ σπίτι καὶ ὅσα τῆς ἀνῆκαν. Ἡ μόνη πού κρατούσε ἦταν ἡ ἀνάμνηση τῆς μητέρας της, στὴν ὁποία ἔλεγε τὰ μυστικά της. — [272, 917, 494, 966]
list-line: 24.00 Τὸ ἡμέραν τῶν τελευταίων εἰδήσεων — [44, 526, 218, 537]
community-title: ΕΛΛ. ΚΟΙΝΟΤΗΣ ΑΛΕΞΑΝΔΡΕΙΑΣ — [544, 903, 690, 943]
list-line: 15.45 Ἐλαφρά τραγούδια — [44, 378, 147, 389]
commentary-heading: ΚΡΙΣΕΙΣ ΚΑΙ ΣΧΟΛΙΑ — [777, 86, 1119, 123]
divorce-title: ΑΠΟΦΑΣΙΣ ΔΙΑΖΥΓΙΟΥ — [516, 571, 718, 591]
college-text-2: Ἀργότερα ἡ Κα Ἀλεξανδρίδου ἀνέφερε τὴν συμβολὴν τῶν Ἑλλήνων ἐκπαιδευτικῶν εἰς τὴν πνευματικὴν ζωὴν τῆς Αἰγύπτου. Ὁ Πρόξενος κ. Μελᾶς ἐξεφράσθη μὲ ἐπαίνους διὰ τὴν μακρὰν προσφορὰν τοῦ Κολλεγίου καὶ ηὐχήθη εἰς ὅλους καλὰ Χριστούγεννα. — [1359, 548, 1544, 621]
theatres-heading: ΑΛΕΞΑΝΔΡΙΝΑ ΘΕΑΜΑΤΑ — [52, 86, 486, 123]
article-tshombe — [740, 292, 1156, 389]
list-line: 21.30 Ἐπικαιρότητες — [44, 490, 129, 501]
list-line: 14.00 Εἰδήσεις — [44, 354, 104, 365]
sudan-text: ΧΑΡΤΟΥΜ 20 (Ρ). — Ἐπίσημος ἀνακοίνωσις ἐκ Χαρτοὺμ, ἀναφέρει ὅτι ὁ Πρόεδρος Ἀμπούντ τοῦ Σουδὰν προέβη εἰς ἀνασχηματισμὸν τῆς κυβερνήσεως. Ὁ στρατηγὸς Μοχάμεντ Νασρ Ὀσμάν ἀνέλαβε τὸ ὑπουργεῖον Γεωργίας, ὁ Σαγιέντ Σαϊφάλα τὸ ὑπουργεῖον Ἐσωτερικῶν καὶ ὁ Ἀχμέτ Χέϊρ τὸ ὑπουργεῖον Ἐξωτερικῶν. Εἰς τὸ ἀνασχηματισμένον κυβερνητικὸν σχῆμα περιλαμβάνονται ὑπουργοί τῶν Συγκοινωνιῶν καὶ τῆς Δημοσίας Ὑγείας. — [1168, 338, 1353, 484]
list-line: 22.00 Ὀπέρες — [44, 502, 100, 513]
list-line: ΜΕΤΡΟ — Τηλ. 22850 — [44, 194, 139, 205]
list-line: Τσοκάνης Λεωνίδας — [1359, 861, 1440, 873]
education-kicker: Η ΕΚΠΑΙΔΕΥΤΙΚΗ ΜΑΣ ΚΙΝΗΣΙΣ — [1272, 500, 1440, 513]
chamber-officers: ΠΡΟΕΔΡΟΣ: ΓΙΑΓΚΟΣ ΧΑΥΣΟΒΕΡΓΗΣ. ΑΝΤΙΠΡΟΕΔΡΟΣ: ΚΩΝΣΤΑΝΤΙΝΟΣ ΝΑΝΟΠΟΥΛΟΣ. ΓΡΑΜΜΑΤΕΥΣ: ΑΛΕΞΑΝΔΡΟΣ ΚΑΖΟΥΛΗΣ. ΤΑΜΙΑΣ: ΧΡΗΣΤΟΣ ΚΟΚΚΙΝΟΣ. — [1359, 885, 1544, 946]
nasser-article — [1168, 152, 1544, 253]
sudan-kicker: Διὰ τοῦ διορισμοῦ τριῶν ὑπουργῶν — [1277, 264, 1435, 277]
list-line: ΟΝΤΕΟΝ — Τηλ. 71866 — [44, 218, 146, 229]
paragraph: Ἡ μόνη πού κρατοῦσε τὴν ἐχθρικὴ στάση, ἦταν ἡ Μάτινι. Ἔκλαιγε στὸ δωμάτιο της, σὰν νὰ τῆς ἔπαιρναν κάτι δικό της. Τὰ πράγματα εἶχαν πάρει τὸν δρόμο τους. — [272, 969, 494, 1017]
list-line: ΡΟΥΑΓΙΑΛ — Τηλ. 26329 — [272, 206, 382, 217]
